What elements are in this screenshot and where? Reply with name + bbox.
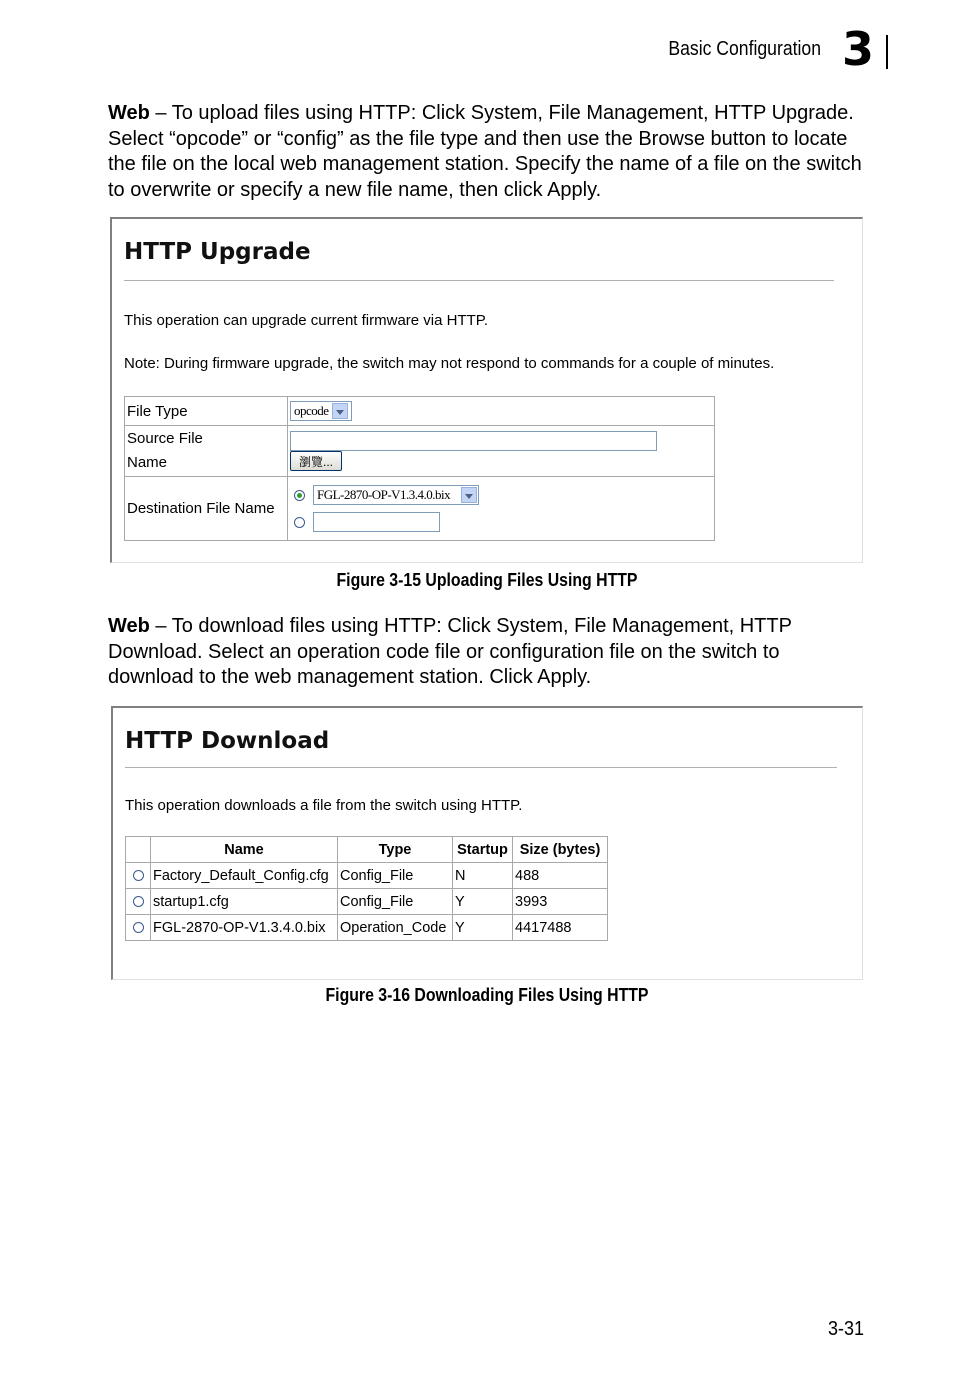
file-type-value: opcode xyxy=(294,403,329,418)
row-select-radio[interactable] xyxy=(133,870,144,881)
size-cell: 3993 xyxy=(513,889,608,915)
download-lead: Web xyxy=(108,615,150,637)
destination-select-value: FGL-2870-OP-V1.3.4.0.bix xyxy=(317,487,451,502)
size-cell: 4417488 xyxy=(513,915,608,941)
chapter-number: 3 xyxy=(842,22,875,76)
row-select-radio[interactable] xyxy=(133,896,144,907)
table-row xyxy=(126,863,608,889)
download-file-table xyxy=(125,836,608,941)
file-type-label: File Type xyxy=(125,397,288,426)
http-download-title: HTTP Download xyxy=(125,728,330,754)
download-instructions xyxy=(108,614,868,691)
column-header-type: Type xyxy=(338,837,453,863)
source-file-label xyxy=(125,426,288,477)
browse-button[interactable]: 瀏覽... xyxy=(290,451,342,471)
table-row xyxy=(126,889,608,915)
file-name-cell: FGL-2870-OP-V1.3.4.0.bix xyxy=(151,915,338,941)
upload-lead: Web xyxy=(108,102,150,124)
chevron-down-icon xyxy=(332,403,348,419)
upgrade-note: Note: During firmware upgrade, the switch may not respond to commands for a couple of minutes. xyxy=(124,355,775,372)
http-download-figure xyxy=(111,706,863,980)
destination-file-label: Destination File Name xyxy=(125,477,288,541)
download-text: – To download files using HTTP: Click System, File Management, HTTP Download. Select an operation code file or configuration file on the switch to download to the web management station. Click Apply. xyxy=(108,615,792,688)
http-upgrade-title: HTTP Upgrade xyxy=(124,239,311,265)
http-upgrade-figure xyxy=(110,217,863,563)
title-rule xyxy=(124,280,834,281)
startup-cell: N xyxy=(453,863,513,889)
file-name-cell: startup1.cfg xyxy=(151,889,338,915)
file-type-select[interactable] xyxy=(290,401,352,421)
destination-existing-radio[interactable] xyxy=(294,490,305,501)
upload-text: – To upload files using HTTP: Click System, File Management, HTTP Upgrade. Select “opcode” or “config” as the file type and then use the Browse button to locate the file on the local web management station. Specify the name of a file on the switch to overwrite or specify a new file name, then click Apply. xyxy=(108,102,862,201)
column-header-size: Size (bytes) xyxy=(513,837,608,863)
startup-cell: Y xyxy=(453,915,513,941)
destination-new-input[interactable] xyxy=(313,512,440,532)
startup-cell: Y xyxy=(453,889,513,915)
file-type-cell: Config_File xyxy=(338,889,453,915)
upload-instructions xyxy=(108,101,868,203)
source-file-label-line2: Name xyxy=(127,454,168,471)
table-row xyxy=(126,915,608,941)
table-header-row xyxy=(126,837,608,863)
file-type-cell: Operation_Code xyxy=(338,915,453,941)
figure-16-caption: Figure 3-16 Downloading Files Using HTTP xyxy=(325,985,649,1005)
download-description: This operation downloads a file from the switch using HTTP. xyxy=(125,797,523,814)
size-cell: 488 xyxy=(513,863,608,889)
row-select-radio[interactable] xyxy=(133,922,144,933)
source-file-label-line1: Source File xyxy=(127,430,203,447)
destination-new-radio[interactable] xyxy=(294,517,305,528)
select-column-header xyxy=(126,837,151,863)
column-header-name: Name xyxy=(151,837,338,863)
figure-15-caption: Figure 3-15 Uploading Files Using HTTP xyxy=(336,570,638,590)
chapter-divider xyxy=(886,35,888,69)
upgrade-description: This operation can upgrade current firmware via HTTP. xyxy=(124,312,489,329)
file-name-cell: Factory_Default_Config.cfg xyxy=(151,863,338,889)
title-rule xyxy=(125,767,837,768)
running-header-title: Basic Configuration xyxy=(668,38,821,60)
page-number: 3-31 xyxy=(828,1318,865,1340)
destination-file-select[interactable] xyxy=(313,485,479,505)
file-type-cell: Config_File xyxy=(338,863,453,889)
column-header-startup: Startup xyxy=(453,837,513,863)
source-file-input[interactable] xyxy=(290,431,657,451)
chevron-down-icon xyxy=(461,487,477,503)
upgrade-form xyxy=(124,396,715,541)
